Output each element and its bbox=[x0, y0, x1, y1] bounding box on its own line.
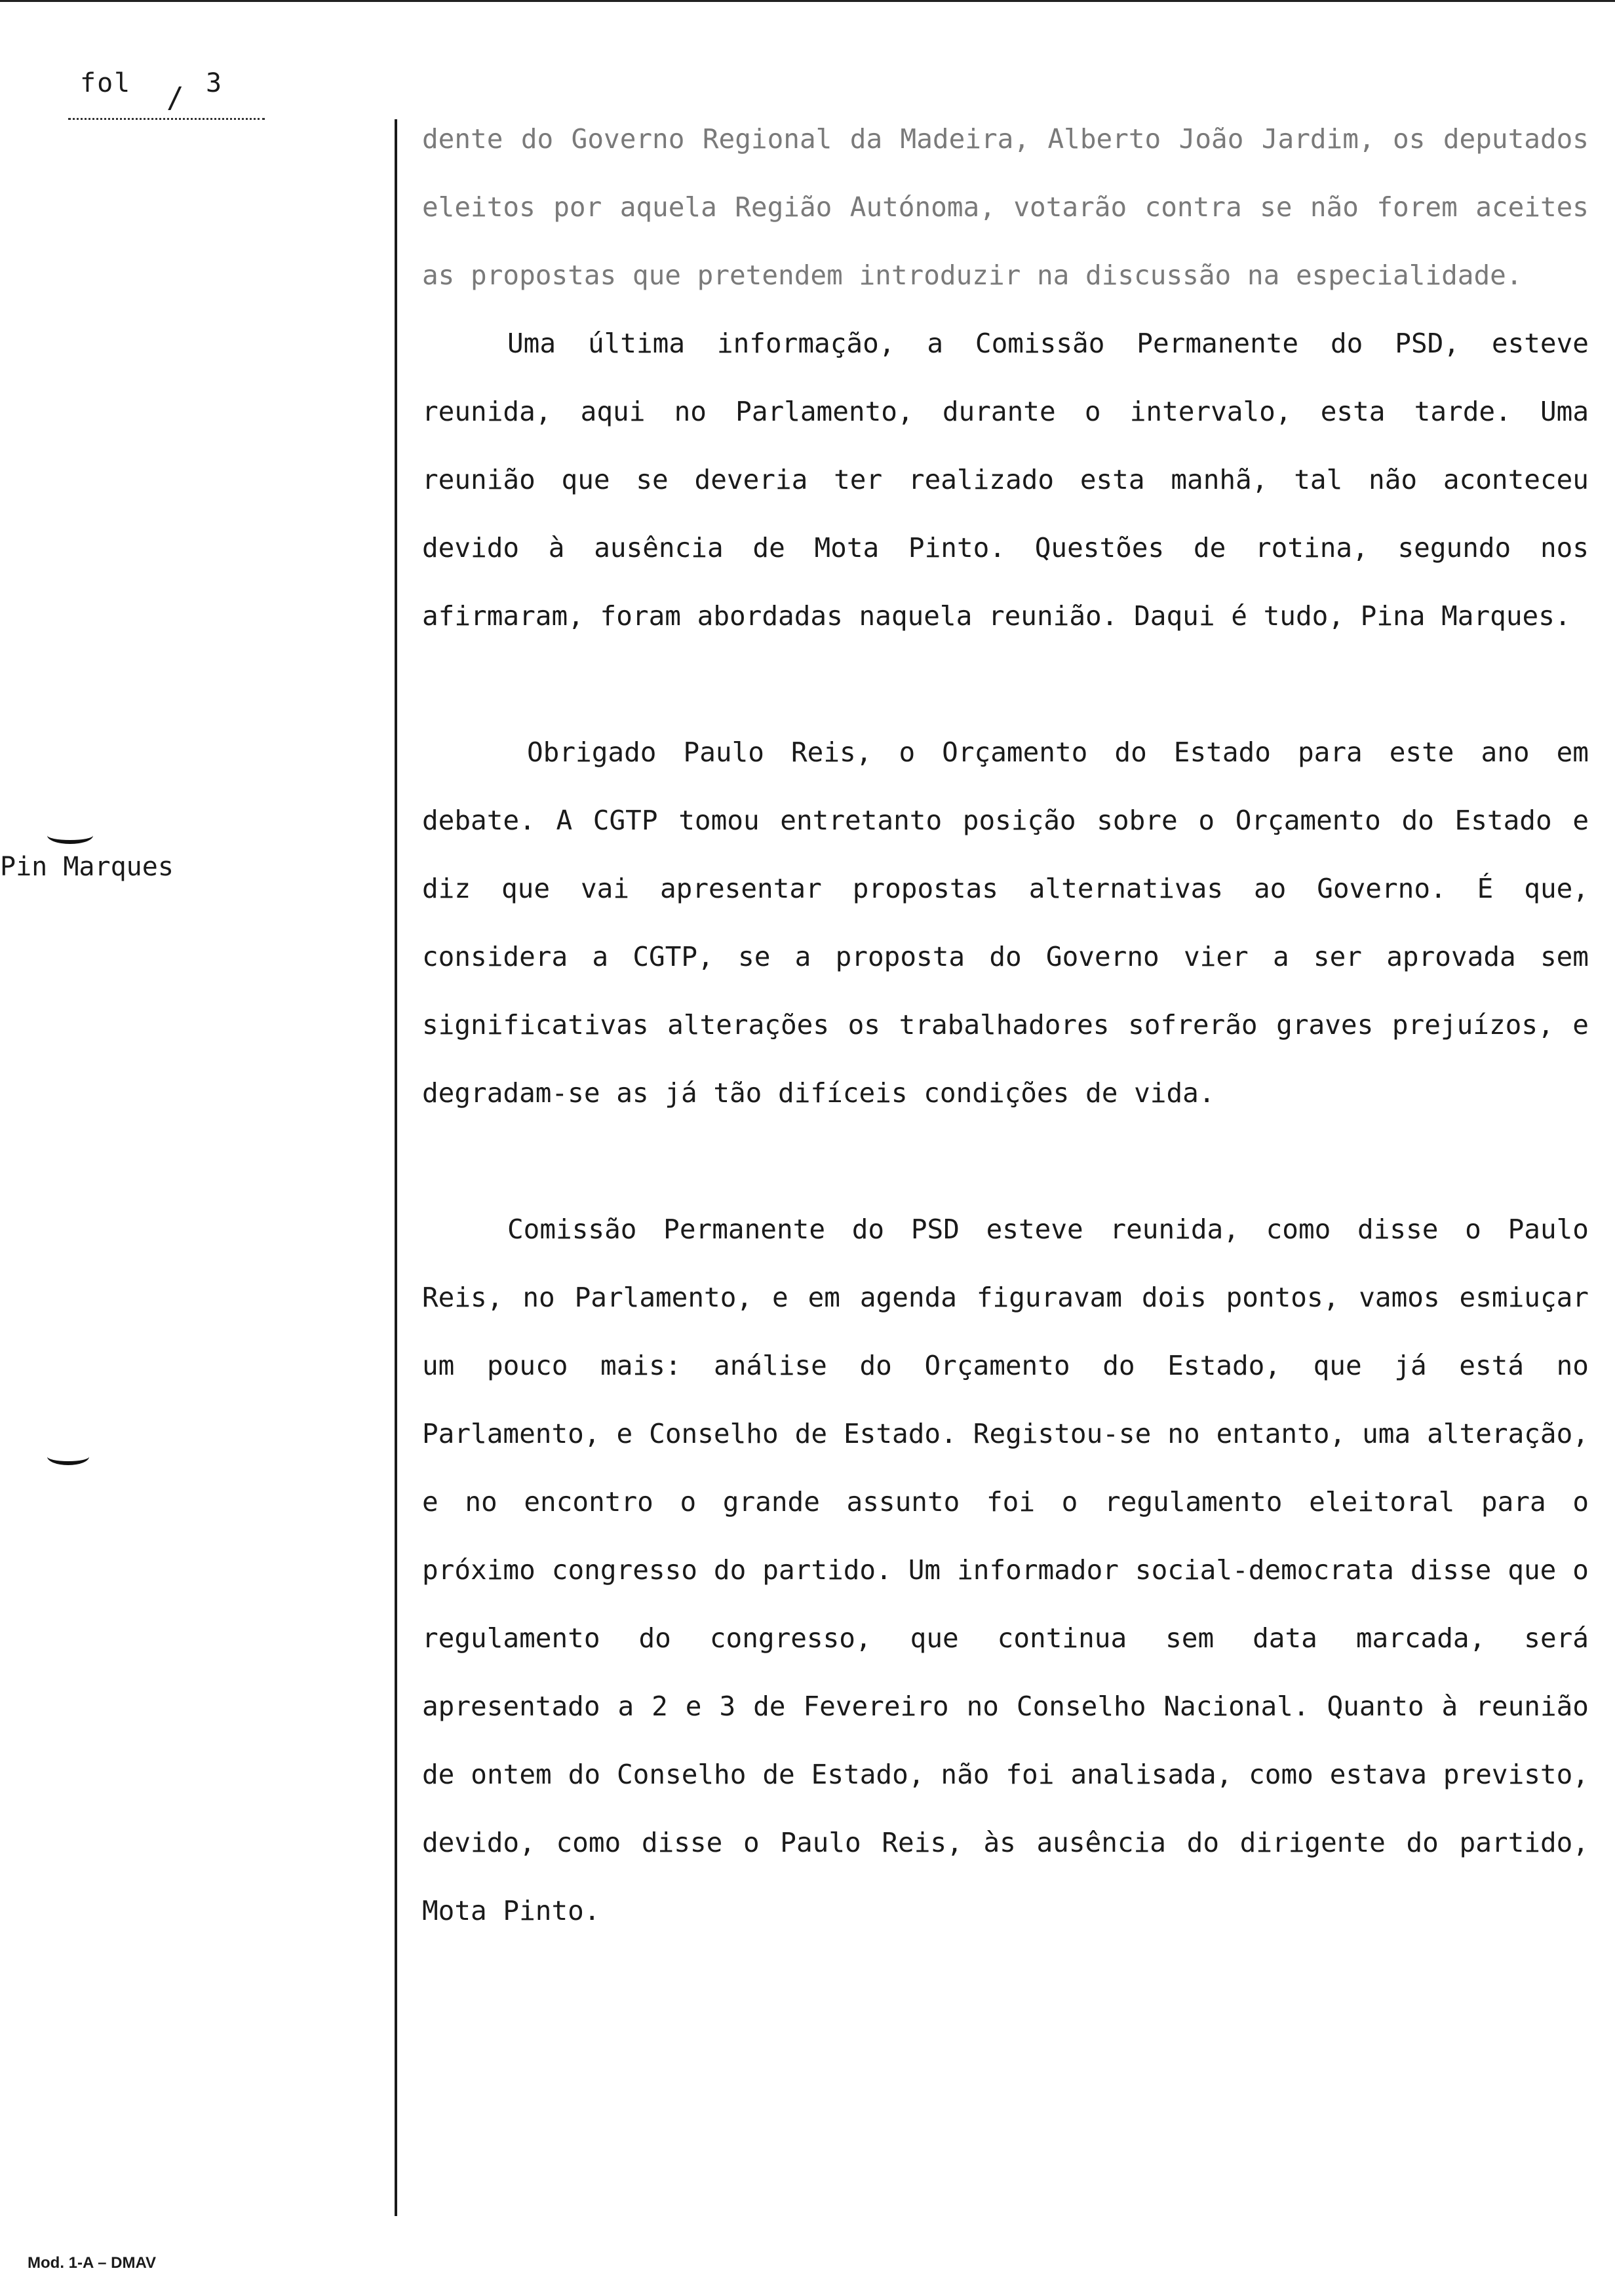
folio-dotted-line bbox=[68, 118, 265, 120]
paragraph-2: Uma última informação, a Comissão Permanente do PSD, esteve reunida, aqui no Parlamento, durante o intervalo, esta tarde. Uma reunião que se deveria ter realizado esta manhã, tal não aconteceu devido à ausência de Mota Pinto. Questões de rotina, segundo nos afirmaram, foram abordadas naquela reunião. Daqui é tudo, Pina Marques. bbox=[422, 328, 1605, 632]
folio-marker bbox=[68, 68, 265, 127]
form-code: Mod. 1-A – DMAV bbox=[28, 2254, 156, 2272]
folio-separator: / bbox=[166, 81, 184, 115]
folio-label: fol bbox=[80, 68, 132, 98]
paragraph-3: Obrigado Paulo Reis, o Orçamento do Estado para este ano em debate. A CGTP tomou entretanto posição sobre o Orçamento do Estado e diz que vai apresentar propostas alternativas ao Governo. É que, considera a CGTP, se a proposta do Governo vier a ser aprovada sem significativas alterações os trabalhadores sofrerão graves prejuízos, e degradam-se as já tão difíceis condições de vida. bbox=[422, 737, 1605, 1109]
folio-number: 3 bbox=[206, 68, 222, 98]
paragraph-cue-mark bbox=[47, 1448, 89, 1465]
paragraph-4: Comissão Permanente do PSD esteve reunida, como disse o Paulo Reis, no Parlamento, e em agenda figuravam dois pontos, vamos esmiuçar um pouco mais: análise do Orçamento do Estado, que já está no Parlamento, e Conselho de Estado. Registou-se no entanto, uma alteração, e no encontro o grande assunto foi o regulamento eleitoral para o próximo congresso do partido. Um informador social-democrata disse que o regulamento do congresso, que continua sem data marcada, será apresentado a 2 e 3 de Fevereiro no Conselho Nacional. Quanto à reunião de ontem do Conselho de Estado, não foi analisada, como estava previsto, devido, como disse o Paulo Reis, às ausência do dirigente do partido, Mota Pinto. bbox=[422, 1214, 1605, 1926]
transcript-body bbox=[422, 105, 1605, 1945]
speaker-name: Pin Marques bbox=[0, 852, 174, 882]
paragraph-1: dente do Governo Regional da Madeira, Alberto João Jardim, os deputados eleitos por aquela Região Autónoma, votarão contra se não forem aceites as propostas que pretendem introduzir na discussão na especialidade. bbox=[422, 123, 1605, 291]
left-margin-rule bbox=[395, 119, 397, 2216]
top-border-line bbox=[0, 0, 1615, 2]
speaker-cue-mark bbox=[47, 827, 93, 844]
